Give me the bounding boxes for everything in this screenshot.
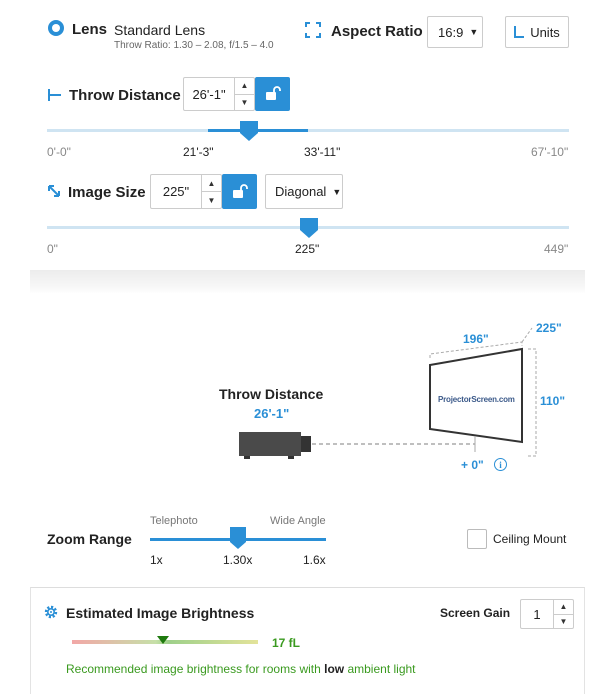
recommendation-suffix: ambient light: [344, 662, 416, 676]
decrement-arrow-icon[interactable]: ▼: [207, 195, 216, 205]
screen-logo: ProjectorScreen.com: [438, 395, 515, 404]
recommendation-prefix: Recommended image brightness for rooms with: [66, 662, 325, 676]
unlock-icon: [232, 184, 248, 200]
vertical-offset-label: + 0": [461, 458, 484, 472]
image-size-label: Image Size: [68, 184, 146, 201]
throw-distance-value: 26'-1": [192, 86, 226, 102]
zoom-max-label: 1.6x: [303, 553, 326, 567]
caret-down-icon: ▼: [332, 186, 342, 197]
caret-down-icon: ▼: [469, 27, 479, 37]
image-size-value: 225": [162, 184, 190, 199]
throw-distance-lock-button[interactable]: [255, 77, 290, 111]
screen-height-label: 110": [540, 394, 566, 408]
section-divider: [30, 270, 585, 294]
ruler-icon: [514, 26, 524, 38]
image-size-max-label: 449": [544, 242, 569, 256]
info-icon[interactable]: i: [494, 458, 507, 471]
projector-body: [239, 432, 301, 456]
aspect-ratio-icon: [305, 22, 321, 38]
screen-diagonal-label: 225": [536, 321, 562, 335]
increment-arrow-icon[interactable]: ▲: [235, 78, 254, 95]
unlock-icon: [265, 86, 281, 102]
lens-selector[interactable]: Standard Lens: [114, 22, 206, 38]
aspect-ratio-select[interactable]: [427, 16, 483, 48]
image-size-lock-button[interactable]: [222, 174, 257, 209]
image-size-measure-value: Diagonal: [275, 184, 327, 199]
zoom-value-label: 1.30x: [223, 553, 253, 567]
zoom-range-label: Zoom Range: [47, 531, 132, 547]
image-size-slider-handle[interactable]: [300, 218, 318, 238]
throw-distance-label: Throw Distance: [69, 87, 181, 104]
image-size-value-label: 225": [295, 242, 320, 256]
throw-ratio-text: Throw Ratio: 1.30 – 2.08, f/1.5 – 4.0: [114, 40, 274, 51]
ceiling-mount-label[interactable]: Ceiling Mount: [493, 532, 567, 546]
throw-distance-min-label: 0'-0": [47, 145, 71, 159]
throw-distance-max-label: 67'-10": [531, 145, 569, 159]
throw-distance-range-highlight: [208, 129, 308, 132]
brightness-title: Estimated Image Brightness: [66, 605, 255, 621]
zoom-wide-angle-label: Wide Angle: [270, 515, 326, 527]
brightness-value: 17 fL: [272, 636, 301, 650]
increment-arrow-icon[interactable]: ▲: [554, 600, 573, 615]
zoom-min-label: 1x: [150, 553, 163, 567]
screen-gain-value: 1: [533, 606, 541, 622]
throw-distance-input[interactable]: [183, 77, 255, 111]
throw-distance-range-high-label: 33'-11": [304, 145, 341, 159]
increment-arrow-icon[interactable]: ▲: [202, 175, 221, 192]
decrement-arrow-icon[interactable]: ▼: [240, 97, 249, 107]
resize-diagonal-icon: [47, 184, 61, 198]
throw-distance-range-low-label: 21'-3": [183, 145, 214, 159]
zoom-telephoto-label: Telephoto: [150, 515, 198, 527]
brightness-marker-icon: [157, 636, 169, 644]
units-button-label: Units: [530, 24, 560, 40]
recommendation-ambient-level: low: [324, 662, 345, 676]
aspect-ratio-value: 16:9: [438, 24, 464, 40]
diagram-throw-distance-value: 26'-1": [254, 406, 290, 421]
throw-distance-slider-handle[interactable]: [240, 121, 258, 141]
lens-icon: [48, 20, 64, 36]
diagram-throw-distance-title: Throw Distance: [219, 386, 324, 402]
brightness-recommendation: [66, 662, 416, 676]
throw-distance-icon: [48, 88, 62, 102]
projector-lens-housing: [301, 436, 311, 452]
ceiling-mount-checkbox[interactable]: [467, 529, 487, 549]
zoom-slider-handle[interactable]: [230, 527, 246, 549]
image-size-input[interactable]: [150, 174, 222, 209]
decrement-arrow-icon[interactable]: ▼: [559, 616, 568, 626]
aspect-ratio-label: Aspect Ratio: [331, 23, 423, 40]
image-size-measure-select[interactable]: [265, 174, 343, 209]
lens-label: Lens: [72, 21, 108, 38]
screen-gain-input[interactable]: [520, 599, 574, 629]
gear-icon: [43, 604, 59, 620]
screen-gain-label: Screen Gain: [440, 606, 511, 620]
units-button[interactable]: [505, 16, 569, 48]
throw-distance-slider-track[interactable]: [47, 129, 569, 132]
image-size-min-label: 0": [47, 242, 58, 256]
screen-width-label: 196": [463, 332, 489, 346]
